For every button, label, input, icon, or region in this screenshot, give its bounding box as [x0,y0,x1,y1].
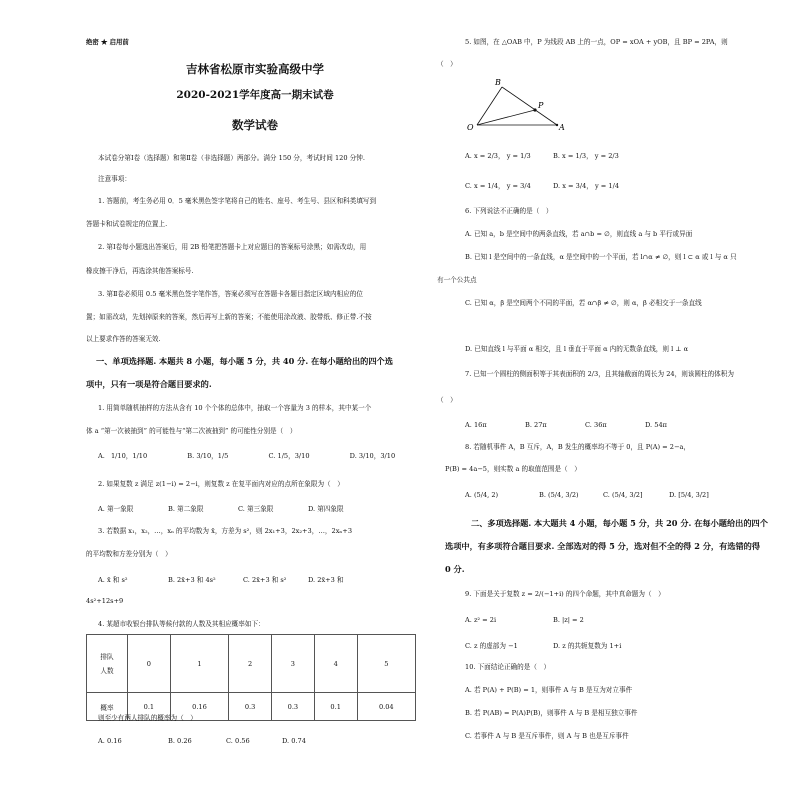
q4-option: B. 0.26 [168,737,192,745]
triangle-figure [437,72,577,132]
q10-option-a: A. 若 P(A) + P(B) = 1，则事件 A 与 B 是互为对立事件 [465,686,633,694]
q3-option: B. 2x̄+3 和 4s² [168,576,216,584]
q5-option-d: D. x = 3/4， y = 1/4 [553,182,620,190]
q8-stem: 8. 若随机事件 A，B 互斥，A，B 发生的概率均不等于 0，且 P(A) = 2−a， [465,443,691,451]
q5-option-a: A. x = 2/3， y = 1/3 [465,152,531,160]
note-line: 1. 答题前，考生务必用 0．5 毫米黑色签字笔将自己的姓名、座号、考生号、县区和科类填写到 [98,197,377,205]
q6-option-a: A. 已知 a，b 是空间中的两条直线，若 a∩b = ∅，则直线 a 与 b 平行或异面 [465,230,693,238]
label-o: O [467,123,474,132]
q9-stem: 9. 下面是关于复数 z = 2/(−1+i) 的四个命题，其中真命题为（ ） [465,590,665,598]
table-cell: 2 [229,635,272,693]
table-cell: 0.16 [170,693,228,721]
q7-stem: 7. 已知一个圆柱的侧面积等于其表面积的 2/3，且其轴截面的周长为 24，则该圆柱的体积为 [465,370,734,378]
label-a: A [559,123,565,132]
section2-heading: 0 分. [445,564,465,574]
q1-options: A. 1/10，1/10 B. 3/10，1/5 C. 1/5，3/10 D. 3/10，3/10 [98,452,396,460]
q8-option: D. [5/4, 3/2] [669,491,709,499]
q10-stem: 10. 下面结论正确的是（ ） [465,663,551,671]
q1-stem: 1. 用简单随机抽样的方法从含有 10 个个体的总体中，抽取一个容量为 3 的样本，其中某一个 [98,404,372,412]
subject-title: 数学试卷 [232,118,278,132]
section2-heading: 二、多项选择题. 本大题共 4 小题，每小题 5 分，共 20 分. 在每小题给出的四个 [471,518,768,528]
q9-option: A. z² = 2i [465,616,497,624]
q1-stem: 体 a “第一次被抽到” 的可能性与“第二次被抽到” 的可能性分别是（ ） [86,427,297,435]
table-header-cell: 排队 人数 [87,635,128,693]
note-line: 答题卡和试卷规定的位置上. [86,220,168,228]
table-cell: 1 [170,635,228,693]
q7-option: C. 36π [585,421,607,429]
table-cell: 0.1 [314,693,357,721]
note-line: 3. 第Ⅱ卷必须用 0.5 毫米黑色签字笔作答，答案必须写在答题卡各题目指定区域内相应的位 [98,290,363,298]
point-a [556,124,558,126]
q9-option: B. |z| = 2 [553,616,584,624]
q6-option-d: D. 已知直线 l 与平面 α 相交，且 l 垂直于平面 α 内的无数条直线，则 l ⊥ α [465,345,689,353]
q5-paren: （ ） [437,60,457,68]
intro-text: 本试卷分第Ⅰ卷（选择题）和第Ⅱ卷（非选择题）两部分。满分 150 分，考试时间 120 分钟. [98,154,365,162]
q7-option: A. 16π [465,421,487,429]
segment-ab [502,87,557,125]
table-cell: 0.1 [128,693,171,721]
q2-option: C. 第三象限 [238,505,274,513]
q3-option-continued: 4s²+12s+9 [86,597,124,605]
q3-stem: 3. 若数据 x₁，x₂，…，xₙ 的平均数为 x̄，方差为 s²，则 2x₁+3，2x₂+3，…，2xₙ+3 [98,527,353,535]
table-cell: 3 [271,635,314,693]
table-row [87,635,416,693]
note-line: 置；如需改动，先划掉原来的答案，然后再写上新的答案；不能使用涂改液、胶带纸、修正带.不按 [86,313,372,321]
q8-stem: P(B) = 4a−5，则实数 a 的取值范围是（ ） [445,465,581,473]
note-line: 橡皮擦干净后，再选涂其他答案标号. [86,267,194,275]
table-cell: 0.04 [357,693,415,721]
table-cell: 0.3 [271,693,314,721]
q3-option: A. x̄ 和 s² [98,576,128,584]
probability-table [86,634,416,721]
q7-paren: （ ） [437,396,457,404]
q6-stem: 6. 下列说法不正确的是（ ） [465,207,553,215]
q2-stem: 2. 如果复数 z 满足 z(1−i) = 2−i，则复数 z 在复平面内对应的点所在象限为（ ） [98,480,344,488]
q4-option: C. 0.56 [226,737,250,745]
q6-option-b: B. 已知 l 是空间中的一条直线，α 是空间中的一个平面，若 l∩α ≠ ∅，则 l ⊂ α 或 l 与 α 只 [465,253,737,261]
section1-heading: 项中，只有一项是符合题目要求的. [86,379,212,389]
q4-option: D. 0.74 [282,737,306,745]
q3-stem: 的平均数和方差分别为（ ） [86,550,172,558]
q9-option: C. z 的虚部为 −1 [465,642,518,650]
q2-option: D. 第四象限 [308,505,344,513]
q5-option-b: B. x = 1/3， y = 2/3 [553,152,619,160]
q4-option: A. 0.16 [98,737,122,745]
note-line: 2. 第Ⅰ卷每小题选出答案后，用 2B 铅笔把答题卡上对应题目的答案标号涂黑；如需改动，用 [98,243,367,251]
q2-option: A. 第一象限 [98,505,134,513]
table-cell: 4 [314,635,357,693]
section2-heading: 选项中，有多项符合题目要求. 全部选对的得 5 分，选对但不全的得 2 分，有选错的得 [445,541,761,551]
q8-option: A. (5/4, 2) [465,491,499,499]
table-cell: 0 [128,635,171,693]
label-p: P [538,101,544,110]
q6-option-b-cont: 有一个公共点 [437,276,477,284]
q5-stem: 5. 如图，在 △OAB 中，P 为线段 AB 上的一点，OP = xOA + yOB，且 BP = 2PA，则 [465,38,728,46]
q6-option-c: C. 已知 α，β 是空间两个不同的平面，若 α∩β ≠ ∅，则 α，β 必相交于一条直线 [465,299,702,307]
table-header-cell: 概率 [87,693,128,721]
q2-option: B. 第二象限 [168,505,204,513]
section1-heading: 一、单项选择题. 本题共 8 小题，每小题 5 分，共 40 分. 在每小题给出的四个选 [96,356,393,366]
note-line: 以上要求作答的答案无效. [86,335,161,343]
q9-option: D. z 的共轭复数为 1+i [553,642,622,650]
q7-option: D. 54π [645,421,667,429]
point-p [533,108,536,111]
q8-option: B. (5/4, 3/2) [539,491,579,499]
q10-option-c: C. 若事件 A 与 B 是互斥事件，则 A 与 B 也是互斥事件 [465,732,629,740]
q4-stem: 4. 某超市收银台排队等候付款的人数及其相应概率如下： [98,620,265,628]
q3-option: D. 2x̄+3 和 [308,576,344,584]
confidential-tag: 绝密 ★ 启用前 [86,38,129,46]
table-cell: 5 [357,635,415,693]
school-title: 吉林省松原市实验高级中学 [186,62,324,76]
q8-option: C. (5/4, 3/2] [603,491,643,499]
q10-option-b: B. 若 P(AB) = P(A)P(B)，则事件 A 与 B 是相互独立事件 [465,709,638,717]
table-cell: 0.3 [229,693,272,721]
label-b: B [495,78,501,87]
exam-title: 2020-2021学年度高一期末试卷 [176,89,334,101]
q5-option-c: C. x = 1/4， y = 3/4 [465,182,531,190]
q7-option: B. 27π [525,421,547,429]
notes-title: 注意事项： [98,175,131,183]
q4-question: 则至少有两人排队的概率为（ ） [98,714,197,722]
q3-option: C. 2x̄+3 和 s² [243,576,287,584]
